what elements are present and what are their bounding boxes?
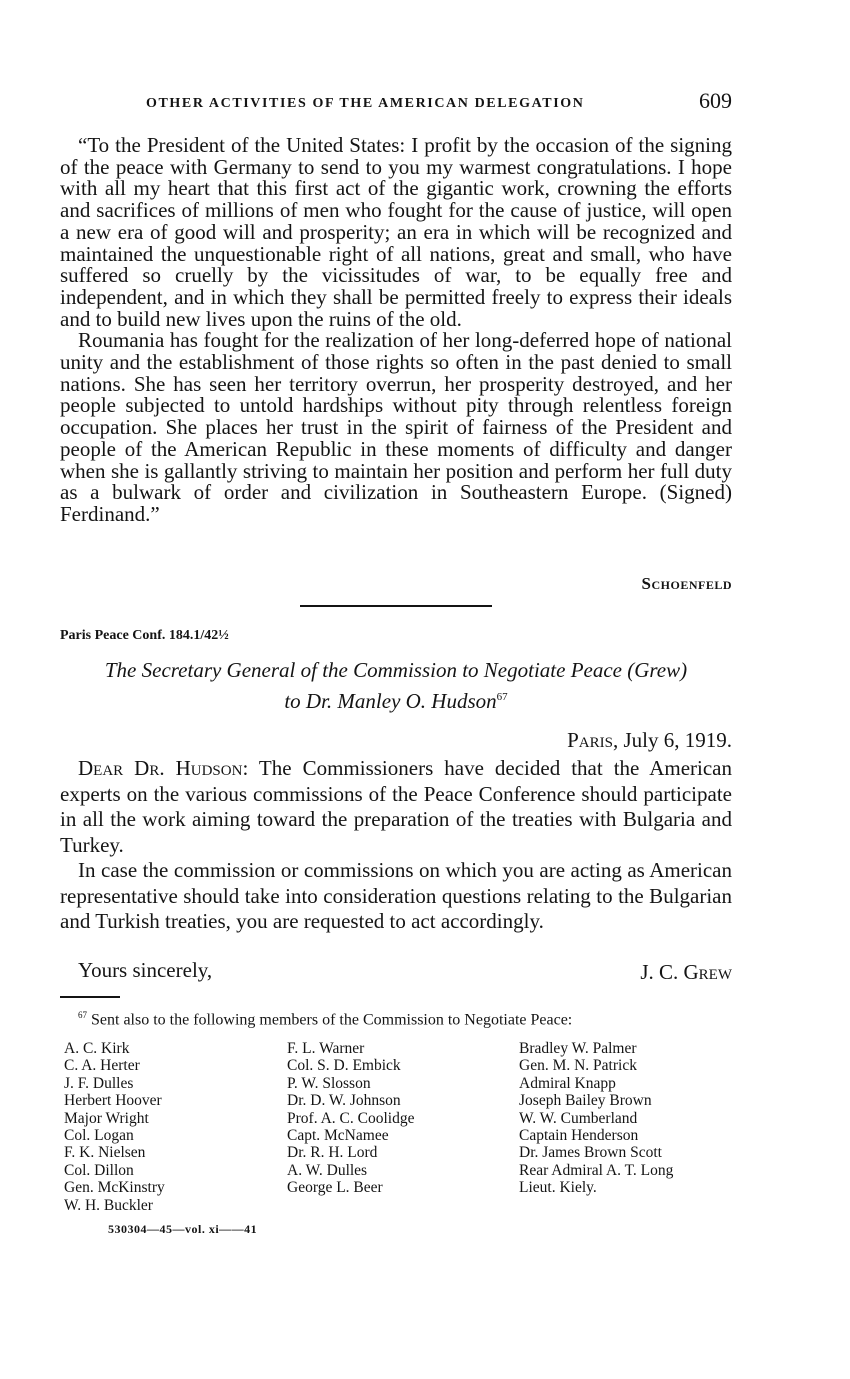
letter-signature: J. C. Grew [640, 960, 732, 984]
letter-closing: Yours sincerely, [78, 958, 213, 982]
recipient-name: Col. Dillon [64, 1161, 134, 1179]
recipient-name: W. H. Buckler [64, 1196, 153, 1214]
telegram-paragraph-1: “To the President of the United States: I profit by the occasion of the signing of the peace with Germany to send to you my warmest congratulations. I hope with all my heart that this first act of the gigantic work, crowning the efforts and sacrifices of millions of men who fought for the cause of justice, will open a new era of good will and prosperity; an era in which will be recognized and maintained the unquestionable right of all nations, great and small, who have suffered so cruelly by the vicissitudes of war, to be equally free and independent, and in which they shall be permitted freely to express their ideals and to build new lives upon the ruins of the old. [60, 133, 732, 331]
document-title-line-2 [60, 684, 732, 715]
recipient-name: George L. Beer [287, 1179, 383, 1197]
footnote-mark: 67 [78, 1010, 87, 1020]
letter-paragraph-1-text: The Commissioners have decided that the American experts on the various commissions of the Peace Conference should participate in all the work aiming toward the preparation of the treaties with Bulgaria and Turkey. [60, 756, 733, 857]
document-title-line-1: The Secretary General of the Commission to Negotiate Peace (Grew) [104, 658, 688, 682]
footnote-reference: 67 [496, 691, 508, 703]
telegram-text [60, 135, 732, 526]
recipient-name: Dr. R. H. Lord [287, 1144, 378, 1162]
footnote [78, 1010, 572, 1029]
letter-paragraph-1 [60, 756, 732, 858]
dateline-date: , July 6, 1919. [612, 728, 732, 752]
recipient-name: Herbert Hoover [64, 1092, 162, 1110]
recipient-name: W. W. Cumberland [519, 1109, 638, 1127]
recipient-name: Dr. D. W. Johnson [287, 1092, 401, 1110]
recipient-name: Dr. James Brown Scott [519, 1144, 662, 1162]
page-header [60, 86, 732, 118]
telegram-signature: Schoenfeld [641, 574, 732, 593]
printer-line: 530304—45—vol. xi——41 [108, 1222, 258, 1236]
recipient-name: F. K. Nielsen [64, 1144, 146, 1162]
recipient-name: F. L. Warner [287, 1040, 365, 1057]
file-reference: Paris Peace Conf. 184.1/42½ [60, 628, 229, 643]
document-title-line-2-text: to Dr. Manley O. Hudson [284, 689, 497, 713]
recipient-name: Col. S. D. Embick [287, 1057, 401, 1075]
letter-paragraph-2: In case the commission or commissions on which you are acting as American representative should take into consideration questions relating to the Bulgarian and Turkish treaties, you are requested to act accordingly. [60, 858, 732, 933]
recipient-list-column-3 [519, 1040, 673, 1197]
telegram-paragraph-2: Roumania has fought for the realization of her long-deferred hope of national unity and the establishment of those rights so often in the past denied to small nations. She has seen her territory overrun, her prosperity destroyed, and her people subjected to untold hardships without pity through relentless foreign occupation. She places her trust in the spirit of fairness of the President and people of the American Republic in these moments of difficulty and danger when she is gallantly striving to maintain her position and perform her full duty as a bulwark of order and civilization in Southeastern Europe. (Signed) Ferdinand.” [60, 328, 732, 526]
recipient-name: Col. Logan [64, 1127, 134, 1145]
dateline-place: Paris [567, 728, 613, 752]
recipient-name: Joseph Bailey Brown [519, 1092, 652, 1110]
recipient-name: C. A. Herter [64, 1057, 140, 1075]
footnote-rule [60, 996, 120, 998]
letter-body [60, 756, 732, 935]
recipient-name: Gen. McKinstry [64, 1179, 165, 1197]
recipient-name: Capt. McNamee [287, 1127, 389, 1145]
document-title [60, 657, 732, 715]
recipient-name: Prof. A. C. Coolidge [287, 1109, 415, 1127]
recipient-name: Bradley W. Palmer [519, 1040, 637, 1057]
recipient-name: Captain Henderson [519, 1127, 639, 1145]
running-head: OTHER ACTIVITIES OF THE AMERICAN DELEGATION [146, 96, 585, 111]
page-number: 609 [699, 88, 732, 113]
recipient-name: J. F. Dulles [64, 1074, 134, 1092]
recipient-name: Rear Admiral A. T. Long [519, 1161, 674, 1179]
section-divider [300, 605, 492, 607]
recipient-name: Admiral Knapp [519, 1074, 616, 1092]
recipient-name: A. C. Kirk [64, 1040, 130, 1057]
recipient-list-column-1 [64, 1040, 165, 1214]
salutation: Dear Dr. Hudson: [78, 756, 249, 780]
dateline [567, 728, 732, 753]
recipient-name: A. W. Dulles [287, 1161, 368, 1179]
recipient-list-column-2 [287, 1040, 414, 1197]
recipient-name: P. W. Slosson [287, 1074, 371, 1092]
recipient-name: Major Wright [64, 1109, 149, 1127]
recipient-name: Lieut. Kiely. [519, 1179, 597, 1197]
footnote-text: Sent also to the following members of the Commission to Negotiate Peace: [91, 1011, 573, 1029]
recipient-name: Gen. M. N. Patrick [519, 1057, 637, 1075]
